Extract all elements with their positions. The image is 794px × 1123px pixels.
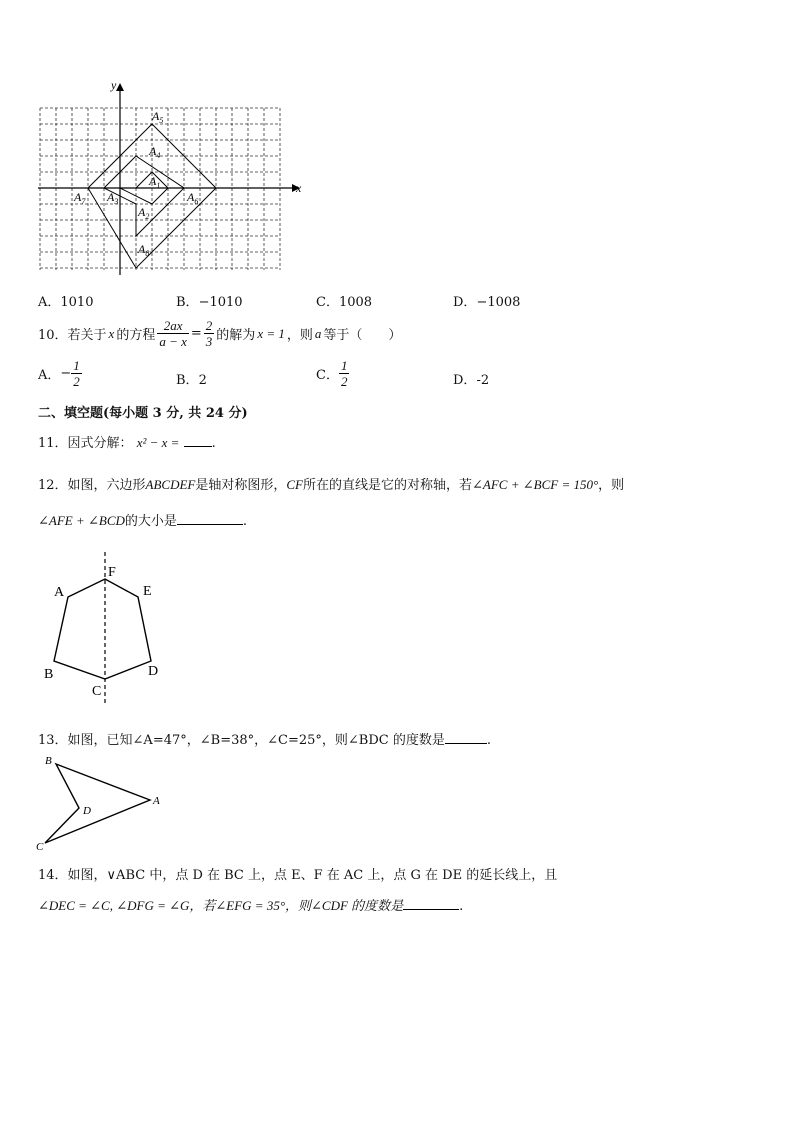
- q9-option-b[interactable]: B．−1010: [176, 295, 243, 310]
- q9-option-a[interactable]: A．1010: [38, 295, 94, 310]
- q10-option-d[interactable]: D．-2: [453, 373, 490, 388]
- q12-line1: 12．如图，六边形ABCDEF是轴对称图形，CF所在的直线是它的对称轴，若∠AFC + ∠BCF = 150°，则: [38, 477, 625, 493]
- q10-option-a[interactable]: A． − $\frac{1}{2}$: [38, 358, 80, 389]
- q12-answer-blank[interactable]: [177, 511, 243, 525]
- q11-answer-blank[interactable]: [184, 433, 212, 447]
- q14-answer-blank[interactable]: [403, 896, 459, 910]
- point-label-a8: $A_8$: [138, 242, 150, 258]
- q13-stem: 13．如图，已知∠A=47°，∠B=38°，∠C=25°，则∠BDC 的度数是 .: [38, 729, 491, 748]
- q10-fraction-lhs: $\frac{2ax}{a - x}$: [159, 318, 187, 349]
- q11-stem: 11．因式分解： x² − x = .: [38, 435, 216, 451]
- hex-label-e: E: [143, 584, 152, 599]
- dart-label-c: C: [36, 841, 44, 853]
- hex-label-d: D: [148, 664, 159, 679]
- hex-label-f: F: [108, 565, 116, 580]
- q13-dart-figure: [34, 752, 174, 854]
- q14-line2: ∠DEC = ∠C, ∠DFG = ∠G，若∠EFG = 35°，则∠CDF 的度数是 .: [38, 898, 464, 914]
- dart-label-d: D: [83, 805, 91, 817]
- point-label-a1: $A_1$: [149, 174, 161, 190]
- hex-label-a: A: [54, 585, 65, 600]
- q12-hexagon-figure: [40, 548, 170, 708]
- hex-label-b: B: [44, 667, 54, 682]
- q10-stem: 10．若关于 x 的方程 $\frac{2ax}{a - x}$ = $\frac{2}{3}$ 的解为 x = 1 ，则 a 等于（ ）: [38, 318, 402, 349]
- hex-label-c: C: [92, 684, 102, 699]
- dart-label-b: B: [45, 755, 52, 767]
- q12-line2: ∠AFE + ∠BCD的大小是 .: [38, 513, 248, 529]
- point-label-a2: $A_2$: [138, 205, 150, 221]
- hexagon-shape: [54, 579, 151, 679]
- q10-option-b[interactable]: B．2: [176, 373, 207, 388]
- q10-fraction-rhs: $\frac{2}{3}$: [205, 318, 213, 349]
- q9-grid-figure: [30, 75, 310, 280]
- q13-answer-blank[interactable]: [445, 730, 487, 744]
- y-axis-label: y: [111, 78, 117, 92]
- dart-shape: [45, 764, 150, 843]
- point-label-a4: $A_4$: [149, 144, 161, 160]
- q9-option-c[interactable]: C．1008: [316, 295, 373, 310]
- x-axis-label: x: [296, 181, 302, 195]
- q14-line1: 14．如图，∨ABC 中，点 D 在 BC 上，点 E、F 在 AC 上，点 G 在 DE 的延长线上，且: [38, 868, 558, 883]
- point-label-a5: $A_5$: [152, 109, 164, 125]
- section-heading-fill-in: 二、填空题(每小题 3 分, 共 24 分): [38, 406, 248, 421]
- q9-option-d[interactable]: D．−1008: [453, 295, 521, 310]
- q10-option-c[interactable]: C． $\frac{1}{2}$: [316, 358, 348, 389]
- point-label-a3: $A_3$: [107, 190, 119, 206]
- y-axis-arrow: [116, 83, 124, 91]
- dart-label-a: A: [153, 795, 160, 807]
- point-label-a7: $A_7$: [74, 190, 86, 206]
- point-label-a6: $A_6$: [187, 190, 199, 206]
